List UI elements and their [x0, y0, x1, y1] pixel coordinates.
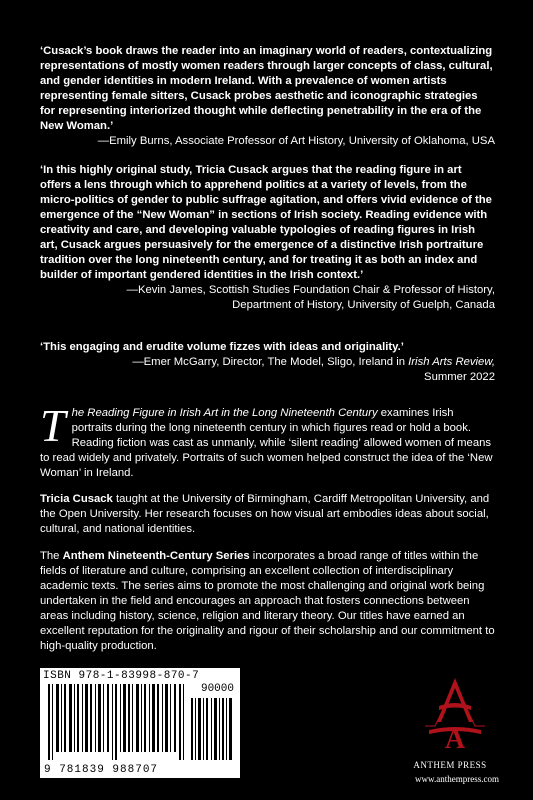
- quote-1: [40, 44, 495, 149]
- author-bio: [40, 492, 495, 537]
- book-title: he Reading Figure in Irish Art in the Long Nineteenth Century: [71, 407, 378, 419]
- quote-2-attribution-line2: Department of History, University of Guelph, Canada: [232, 299, 495, 311]
- price-barcode-bars: [190, 698, 234, 760]
- anthem-press-logo-icon: [395, 670, 515, 790]
- series-text: incorporates a broad range of titles within the fields of literature and culture, comprising an excellent collection of interdisciplinary academic texts. The series aims to promote the most challenging and original work being undertaken in the field and encourages an approach that fosters connections between areas including history, science, religion and literary theory. Our titles have earned an excellent reputation for the originality and rigour of their scholarship and our commitment to high-quality production.: [40, 550, 495, 652]
- quote-3-attribution-prefix: —Emer McGarry, Director, The Model, Sligo, Ireland in: [132, 356, 409, 368]
- book-description: [40, 400, 495, 481]
- quote-2-text: ‘In this highly original study, Tricia Cusack argues that the reading figure in art offers a lens through which to apprehend politics at a variety of levels, from the micro-politics of gender to public suffrage agitation, and offers vivid evidence of the emergence of the “New Woman” in sections of Irish society. Reading evidence with creativity and care, and developing valuable typologies of reading figures in Irish art, Cusack argues persuasively for the emergence of a distinctive Irish portraiture tradition over the long nineteenth century, and for treating it as both an index and builder of important gendered identities in the Irish context.’: [40, 164, 492, 281]
- quote-2: [40, 163, 495, 313]
- quote-3-attribution-line2: Summer 2022: [424, 371, 495, 383]
- series-description: [40, 549, 495, 654]
- drop-cap: T: [40, 400, 66, 451]
- description-text: examines Irish portraits during the long nineteenth century in which figures read or hold a book. Reading fiction was cast as unmanly, while ‘silent reading’ allowed women of means to read widely and privately. Portraits of such women helped construct the idea of the ‘New Woman’ in Ireland.: [40, 407, 493, 479]
- quote-3: [40, 340, 495, 385]
- quote-1-text: ‘Cusack’s book draws the reader into an imaginary world of readers, contextualizing representations of mostly women readers through larger concepts of class, cultural, and gender identities in modern Ireland. With a prevalence of women artists representing female sitters, Cusack probes aesthetic and iconographic strategies for representing interiorized thought while deflecting penetrability in the era of the New Woman.’: [40, 45, 493, 132]
- isbn-label: ISBN 978-1-83998-870-7: [43, 670, 200, 682]
- svg-text:A: A: [444, 724, 466, 755]
- quote-1-attribution: —Emily Burns, Associate Professor of Art History, University of Oklahoma, USA: [97, 135, 495, 147]
- barcode: [40, 668, 240, 778]
- quote-2-attribution-line1: —Kevin James, Scottish Studies Foundation Chair & Professor of History,: [126, 284, 495, 296]
- quote-3-source: Irish Arts Review,: [408, 356, 495, 368]
- quote-3-attribution: [40, 355, 495, 370]
- publisher-url: www.anthempress.com: [415, 774, 499, 784]
- author-bio-text: taught at the University of Birmingham, Cardiff Metropolitan University, and the Open University. Her research focuses on how visual art embodies ideas about social, cultural, and national identities.: [40, 493, 490, 535]
- series-prefix: The: [40, 550, 63, 562]
- barcode-bars: [46, 684, 186, 760]
- publisher-name: ANTHEM PRESS: [413, 760, 487, 770]
- quote-3-text: ‘This engaging and erudite volume fizzes with ideas and originality.’: [40, 341, 404, 353]
- series-name: Anthem Nineteenth-Century Series: [62, 550, 250, 562]
- barcode-number: 9 781839 988707: [44, 764, 159, 776]
- price-code: 90000: [200, 683, 234, 695]
- author-name: Tricia Cusack: [40, 493, 113, 505]
